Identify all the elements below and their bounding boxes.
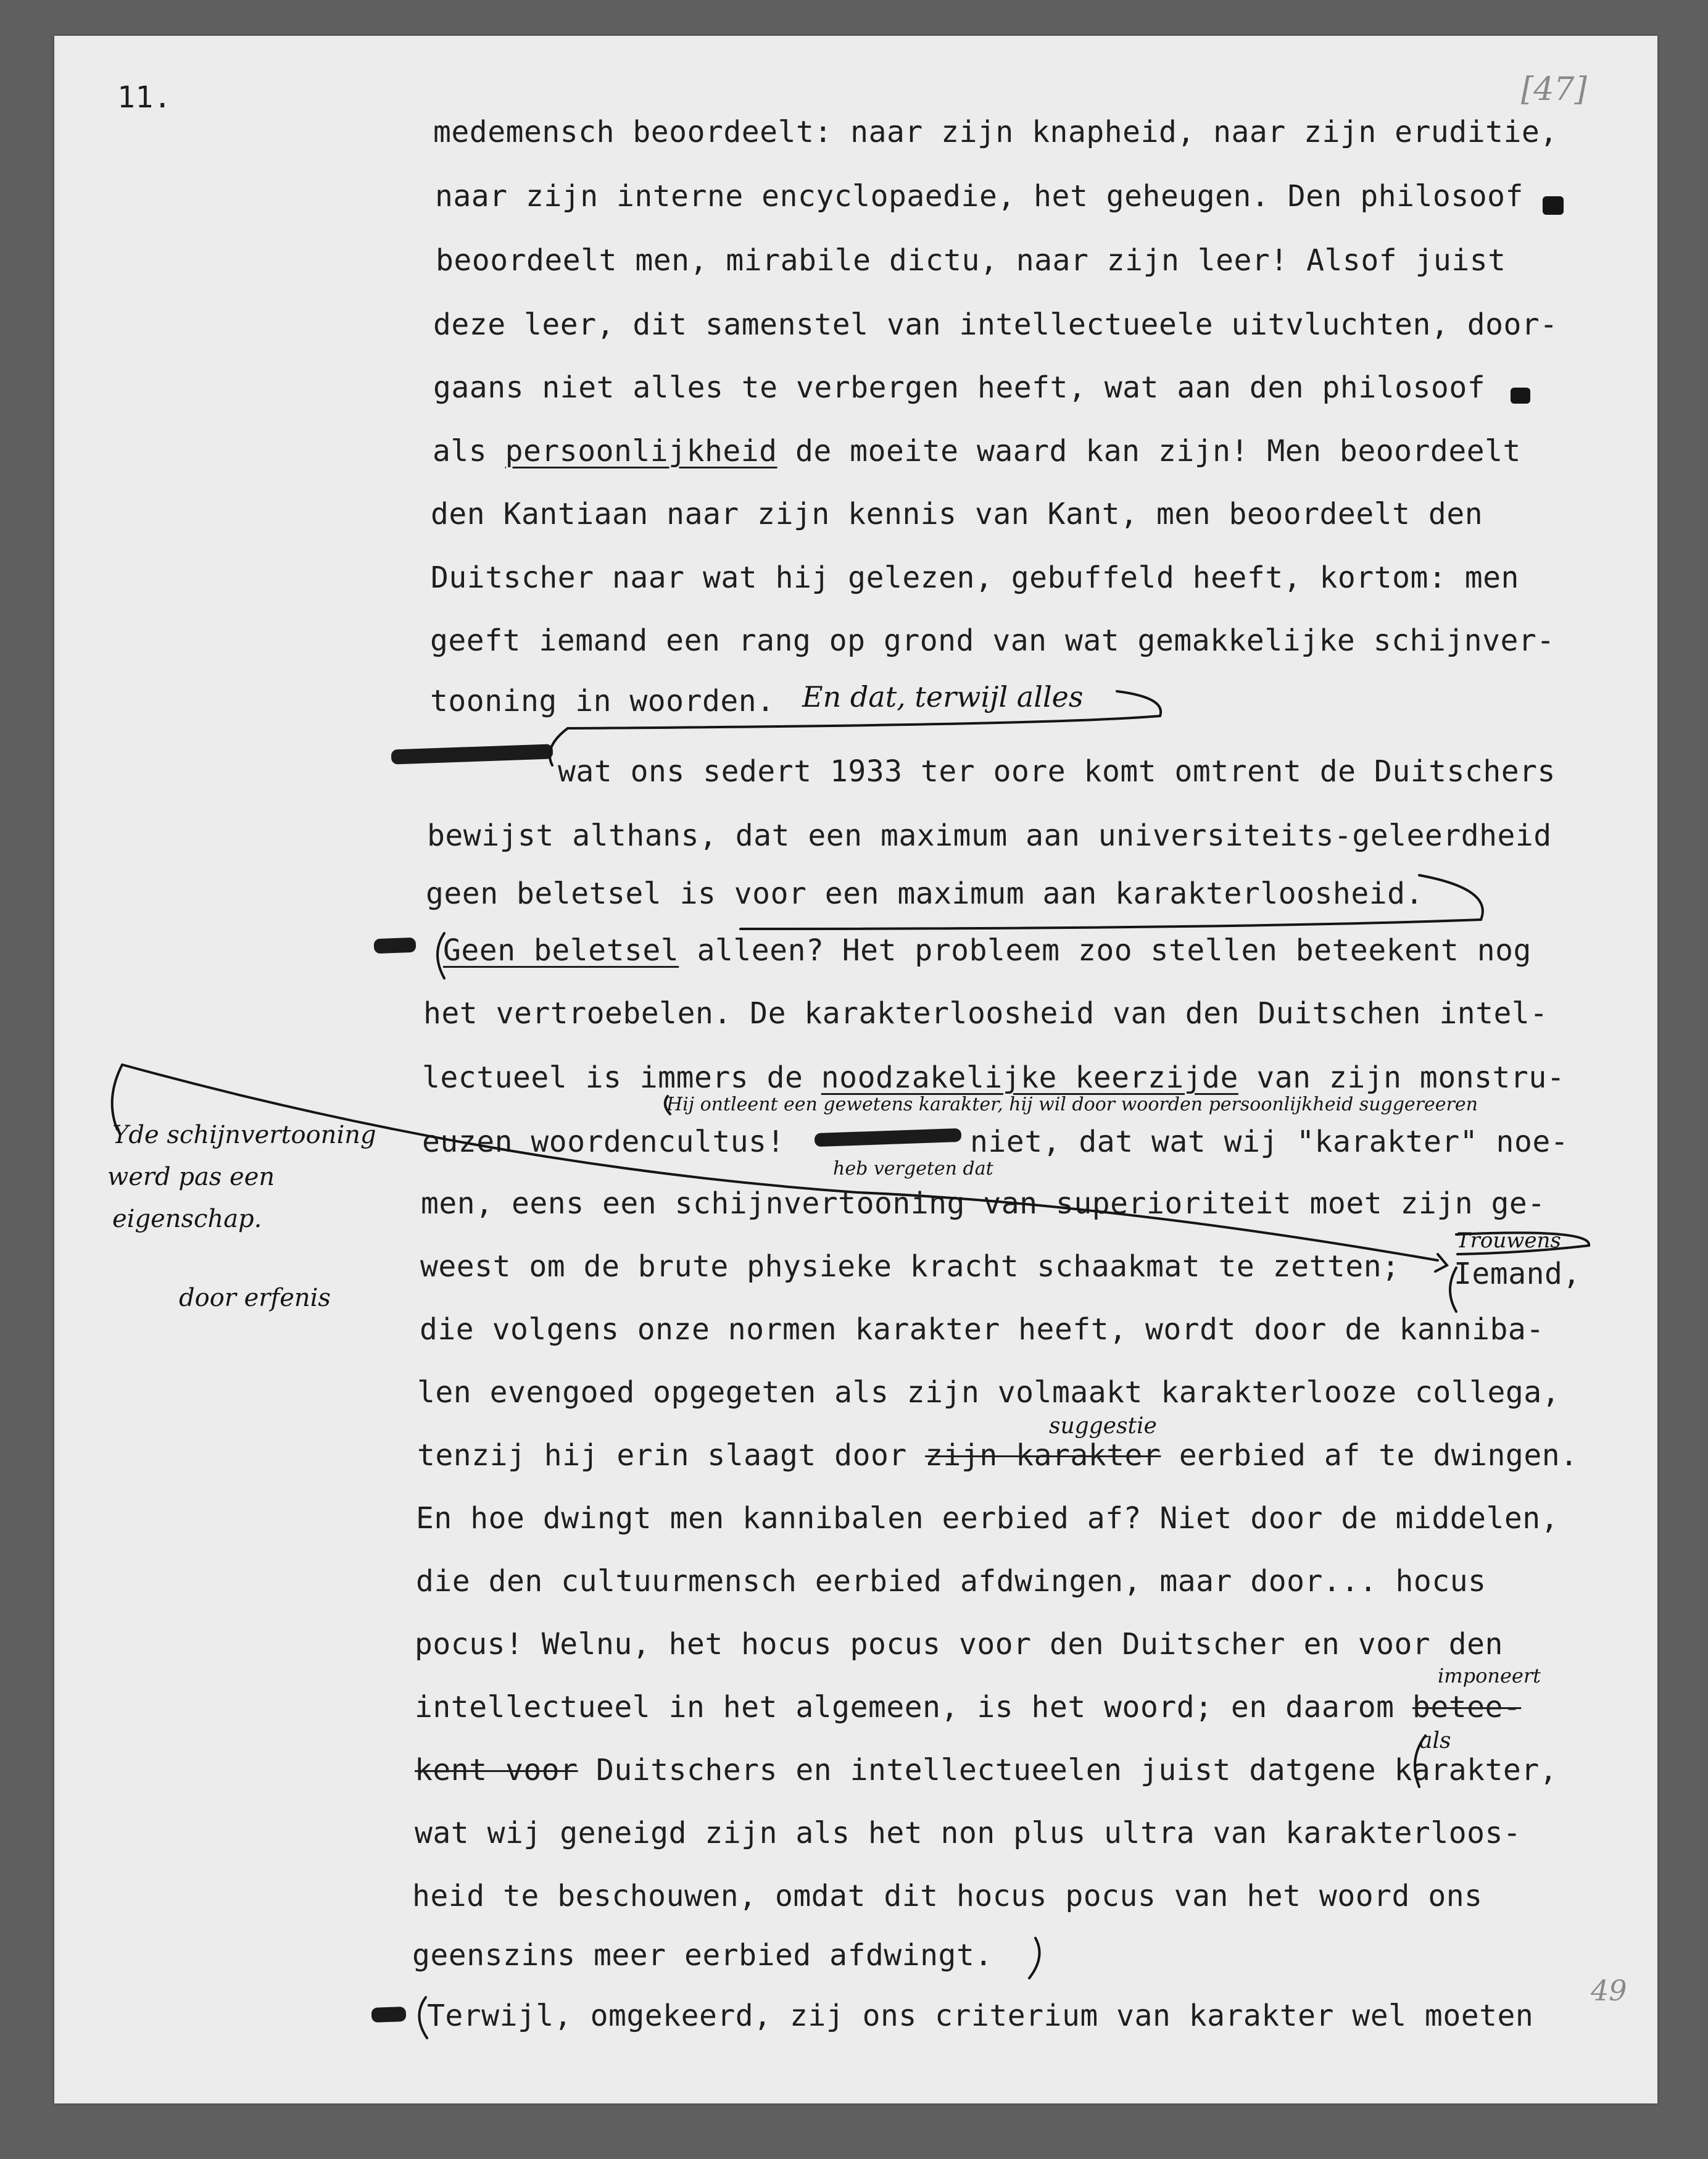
insert-connector-line (112, 1065, 1438, 1260)
open-paren-2 (419, 1997, 427, 2038)
open-paren-1 (437, 933, 444, 978)
text-line-29: heid te beschouwen, omdat dit hocus pocus van het woord ons (412, 1879, 1483, 1913)
text-line-16-end: van zijn monstru- (1238, 1060, 1565, 1095)
underlined-phrase: Geen beletsel (443, 933, 679, 968)
text-line-21: len evengoed opgegeten als zijn volmaakt karakterlooze collega, (417, 1375, 1561, 1410)
text-line-23: En hoe dwingt men kannibalen eerbied af? Niet door de middelen, (416, 1501, 1559, 1536)
text-line-5: gaans niet alles te verbergen heeft, wat aan den philosoof (433, 370, 1486, 405)
interlinear-insert-trouwens: Trouwens (1456, 1228, 1561, 1253)
margin-note-line-1: Yde schijnvertooning (112, 1121, 376, 1149)
open-paren-5 (1450, 1268, 1456, 1312)
text-line-10: tooning in woorden. (430, 684, 775, 718)
struck-phrase: zijn karakter (925, 1438, 1161, 1473)
margin-note-line-4: door erfenis (179, 1284, 331, 1312)
text-line-28: wat wij geneigd zijn als het non plus ultra van karakterloos- (415, 1816, 1522, 1850)
bracket-stroke-3 (1456, 1233, 1589, 1254)
text-line-22-start: tenzij hij erin slaagt door (417, 1438, 926, 1473)
folio-number: 49 (1591, 1974, 1627, 2007)
interlinear-insert-1: Hij ontleent een gewetens karakter, hij wil door woorden persoonlijkheid suggereeren (666, 1094, 1478, 1115)
text-line-20: die volgens onze normen karakter heeft, wordt door de kanniba- (420, 1312, 1544, 1347)
interlinear-insert-suggestie: suggestie (1049, 1413, 1157, 1439)
text-line-9: geeft iemand een rang op grond van wat gemakkelijke schijnver- (430, 623, 1555, 658)
bracket-stroke-2 (740, 875, 1483, 929)
text-line-17b: niet, dat wat wij "karakter" noe- (970, 1125, 1569, 1159)
interlinear-insert-2: heb vergeten dat (833, 1158, 993, 1179)
interlinear-insert-imponeert: imponeert (1438, 1664, 1541, 1687)
archive-number: [47] (1521, 71, 1587, 108)
text-line-7: den Kantiaan naar zijn kennis van Kant, men beoordeelt den (431, 497, 1483, 531)
interlinear-insert-als: als (1419, 1728, 1451, 1753)
text-line-30: geenszins meer eerbied afdwingt. (412, 1938, 993, 1973)
margin-note-line-2: werd pas een (107, 1163, 275, 1191)
close-paren-1 (1029, 1938, 1040, 1978)
margin-note-line-3: eigenschap. (112, 1205, 262, 1233)
page-number: 11. (117, 80, 172, 115)
text-line-16-start: lectueel is immers de (422, 1060, 821, 1095)
text-line-2: naar zijn interne encyclopaedie, het geheugen. Den philosoof (435, 179, 1524, 214)
text-line-15: het vertroebelen. De karakterloosheid van den Duitschen intel- (423, 996, 1548, 1031)
text-line-3: beoordeelt men, mirabile dictu, naar zijn leer! Alsof juist (436, 243, 1506, 278)
bracket-stroke-1 (550, 691, 1161, 765)
text-line-4: deze leer, dit samenstel van intellectueele uitvluchten, door- (433, 307, 1558, 342)
handwritten-addition: En dat, terwijl alles (802, 680, 1084, 713)
struck-letter-mark-1 (1543, 196, 1564, 215)
text-line-31: Terwijl, omgekeerd, zij ons criterium van karakter wel moeten (427, 1999, 1534, 2033)
text-line-11: wat ons sedert 1933 ter oore komt omtrent de Duitschers (558, 754, 1556, 789)
text-line-8: Duitscher naar wat hij gelezen, gebuffeld heeft, kortom: men (431, 560, 1519, 595)
text-line-6-end: de moeite waard kan zijn! Men beoordeelt (777, 434, 1521, 468)
text-line-19b: Iemand, (1454, 1257, 1581, 1291)
text-line-6-start: als (433, 434, 505, 468)
text-line-25: pocus! Welnu, het hocus pocus voor den Duitscher en voor den (415, 1627, 1503, 1662)
struck-word-2: kent voor (415, 1753, 578, 1787)
struck-word: betee- (1412, 1690, 1522, 1724)
text-line-24: die den cultuurmensch eerbied afdwingen, maar door... hocus (416, 1564, 1486, 1599)
text-line-14-end: alleen? Het probleem zoo stellen beteekent nog (679, 933, 1532, 968)
open-paren-3 (665, 1096, 670, 1114)
text-line-22-end: eerbied af te dwingen. (1161, 1438, 1578, 1473)
text-line-12: bewijst althans, dat een maximum aan universiteits-geleerdheid (427, 818, 1552, 853)
text-line-17a: euzen woordencultus! (422, 1125, 785, 1159)
text-line-26-start: intellectueel in het algemeen, is het woord; en daarom (415, 1690, 1412, 1724)
text-line-19: weest om de brute physieke kracht schaakmat te zetten; (420, 1249, 1400, 1284)
underlined-word: persoonlijkheid (505, 434, 777, 468)
text-line-1: medemensch beoordeelt: naar zijn knapheid, naar zijn eruditie, (433, 115, 1558, 149)
text-line-27-end: Duitschers en intellectueelen juist datgene karakter, (578, 1753, 1558, 1787)
open-paren-4 (1415, 1736, 1425, 1787)
struck-letter-mark-2 (1511, 388, 1530, 404)
underlined-phrase-2: noodzakelijke keerzijde (821, 1060, 1238, 1095)
insert-caret (1435, 1254, 1447, 1271)
text-line-18: men, eens een schijnvertooning van superioriteit moet zijn ge- (421, 1186, 1546, 1221)
text-line-13: geen beletsel is voor een maximum aan karakterloosheid. (426, 876, 1424, 911)
